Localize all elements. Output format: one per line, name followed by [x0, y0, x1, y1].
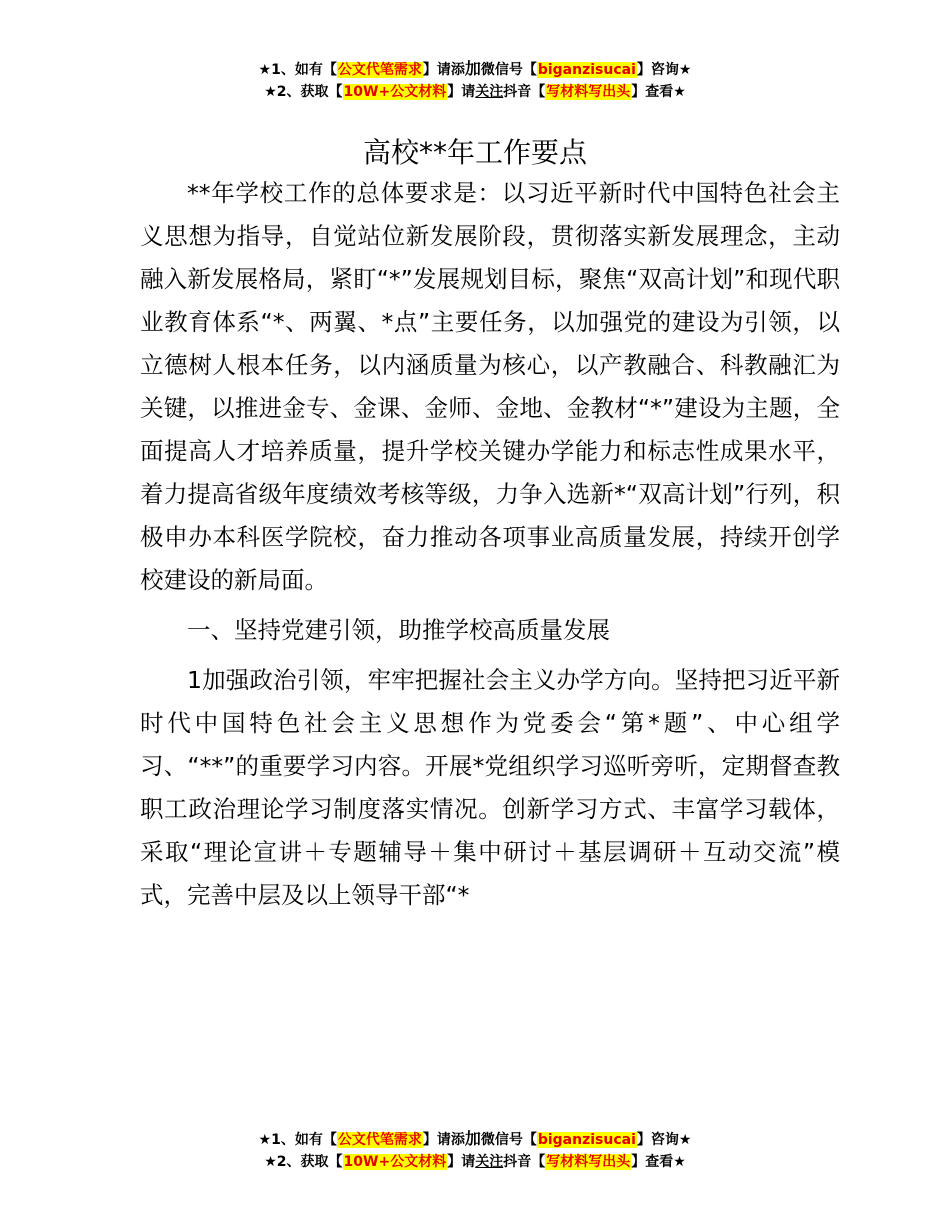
wechat-id: biganzisucai	[537, 62, 636, 78]
wechat-id: biganzisucai	[537, 1132, 636, 1148]
promo-emphasis: 关注	[475, 84, 504, 100]
promo-emphasis: 关注	[475, 1154, 504, 1170]
star-icon: ★	[673, 1154, 686, 1170]
promo-text: 微信号【	[480, 1132, 537, 1148]
document-body	[140, 172, 840, 924]
promo-line-1	[0, 1128, 950, 1151]
promo-highlight: 公文代笔需求	[337, 62, 422, 78]
promo-emphasis: 加	[464, 1129, 481, 1148]
paragraph-intro: **年学校工作的总体要求是：以习近平新时代中国特色社会主义思想为指导，自觉站位新发展阶段，贯彻落实新发展理念，主动融入新发展格局，紧盯“*”发展规划目标，聚焦“双高计划”和现代职业教育体系“*、两翼、*点”主要任务，以加强党的建设为引领，以立德树人根本任务，以内涵质量为核心，以产教融合、科教融汇为关键，以推进金专、金课、金师、金地、金教材“*”建设为主题，全面提高人才培养质量，提升学校关键办学能力和标志性成果水平，着力提高省级年度绩效考核等级，力争入选新*“双高计划”行列，积极申办本科医学院校，奋力推动各项事业高质量发展，持续开创学校建设的新局面。	[140, 179, 840, 594]
document-title: 高校**年工作要点	[362, 135, 587, 169]
promo-highlight: 10W+公文材料	[343, 1154, 447, 1170]
star-icon: ★	[678, 1132, 692, 1148]
promo-text: 抖音【	[503, 1154, 546, 1170]
promo-line-2	[0, 81, 950, 103]
promo-text: 1、如有【	[271, 62, 337, 78]
promo-text: 】咨询	[636, 62, 679, 78]
footer-promo-banner	[0, 1128, 950, 1173]
promo-text: 】咨询	[636, 1132, 679, 1148]
star-icon: ★	[264, 1154, 277, 1170]
promo-highlight: 10W+公文材料	[343, 84, 447, 100]
douyin-account: 写材料写出头	[546, 84, 631, 100]
star-icon: ★	[264, 84, 277, 100]
header-promo-banner	[0, 58, 950, 103]
paragraph-item-1: 1加强政治引领，牢牢把握社会主义办学方向。坚持把习近平新时代中国特色社会主义思想作为党委会“第*题”、中心组学习、“**”的重要学习内容。开展*党组织学习巡听旁听，定期督查教职工政治理论学习制度落实情况。创新学习方式、丰富学习载体，采取“理论宣讲＋专题辅导＋集中研讨＋基层调研＋互动交流”模式，完善中层及以上领导干部“*	[140, 666, 840, 909]
promo-text: 抖音【	[503, 84, 546, 100]
promo-text: 2、获取【	[276, 84, 343, 100]
star-icon: ★	[258, 1132, 272, 1148]
promo-emphasis: 加	[464, 59, 481, 78]
promo-text: 】查看	[631, 84, 674, 100]
star-icon: ★	[678, 62, 692, 78]
promo-text: 】请添	[422, 62, 465, 78]
promo-text: 】请添	[422, 1132, 465, 1148]
promo-text: 】请	[447, 1154, 476, 1170]
promo-text: 微信号【	[480, 62, 537, 78]
promo-line-2	[0, 1151, 950, 1173]
promo-text: 1、如有【	[271, 1132, 337, 1148]
douyin-account: 写材料写出头	[546, 1154, 631, 1170]
promo-line-1	[0, 58, 950, 81]
star-icon: ★	[258, 62, 272, 78]
promo-text: 】查看	[631, 1154, 674, 1170]
promo-text: 】请	[447, 84, 476, 100]
promo-highlight: 公文代笔需求	[337, 1132, 422, 1148]
section-heading: 一、坚持党建引领，助推学校高质量发展	[187, 616, 610, 644]
star-icon: ★	[673, 84, 686, 100]
promo-text: 2、获取【	[276, 1154, 343, 1170]
